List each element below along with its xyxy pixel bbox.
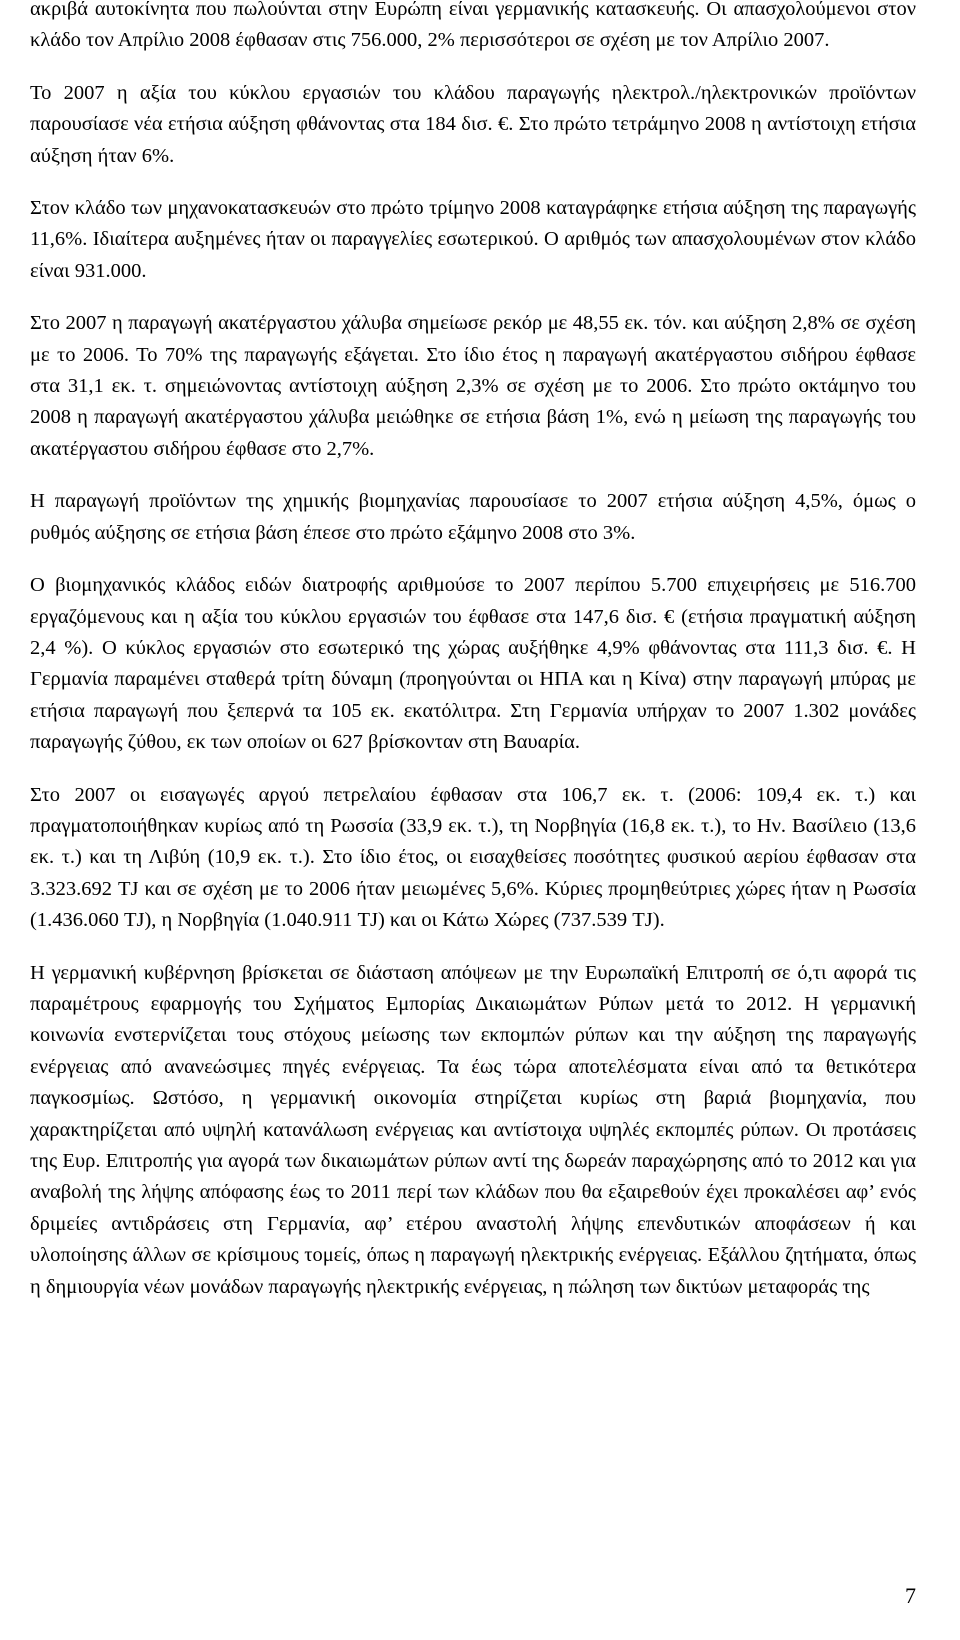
paragraph-chemical-industry: Η παραγωγή προϊόντων της χημικής βιομηχανίας παρουσίασε το 2007 ετήσια αύξηση 4,5%, όμως ο ρυθμός αύξησης σε ετήσια βάση έπεσε στο πρώτο εξάμηνο 2008 στο 3%. (30, 490, 916, 544)
document-page (30, 0, 916, 1324)
paragraph-food-industry: Ο βιομηχανικός κλάδος ειδών διατροφής αριθμούσε το 2007 περίπου 5.700 επιχειρήσεις με 516.700 εργαζόμενους και η αξία του κύκλου εργασιών του έφθασε στα 147,6 δισ. € (ετήσια πραγματική αύξηση 2,4 %). Ο κύκλος εργασιών στο εσωτερικό της χώρας αυξήθηκε 4,9% φθάνοντας στα 111,3 δισ. €. Η Γερμανία παραμένει σταθερά τρίτη δύναμη (προηγούνται οι ΗΠΑ και η Κίνα) στην παραγωγή μπύρας με ετήσια παραγωγή που ξεπερνά τα 105 εκ. εκατόλιτρα. Στη Γερμανία υπήρχαν το 2007 1.302 μονάδες παραγωγής ζύθου, εκ των οποίων οι 627 βρίσκονταν στη Βαυαρία. (30, 574, 916, 754)
paragraph-car-exports: ακριβά αυτοκίνητα που πωλούνται στην Ευρώπη είναι γερμανικής κατασκευής. Οι απασχολούμενοι στον κλάδο τον Απρίλιο 2008 έφθασαν στις 756.000, 2% περισσότεροι σε σχέση με τον Απρίλιο 2007. (30, 0, 916, 52)
paragraph-emissions-trading: Η γερμανική κυβέρνηση βρίσκεται σε διάσταση απόψεων με την Ευρωπαϊκή Επιτροπή σε ό,τι αφορά τις παραμέτρους εφαρμογής του Σχήματος Εμπορίας Δικαιωμάτων Ρύπων μετά το 2012. Η γερμανική κοινωνία ενστερνίζεται τους στόχους μείωσης των εκπομπών ρύπων και την αύξηση της παραγωγής ενέργειας από ανανεώσιμες πηγές ενέργειας. Τα έως τώρα αποτελέσματα είναι από τα θετικότερα παγκοσμίως. Ωστόσο, η γερμανική οικονομία στηρίζεται κυρίως στη βαριά βιομηχανία, που χαρακτηρίζεται από υψηλή κατανάλωση ενέργειας και αντίστοιχα υψηλές εκπομπές ρύπων. Οι προτάσεις της Ευρ. Επιτροπής για αγορά των δικαιωμάτων ρύπων αντί της δωρεάν παραχώρησης από το 2012 και για αναβολή της λήψης απόφασης έως το 2011 περί των κλάδων που θα εξαιρεθούν έχει προκαλέσει αφ’ ενός δριμείες αντιδράσεις στη Γερμανία, αφ’ ετέρου αναστολή λήψης επενδυτικών αποφάσεων ή και υλοποίησης άλλων σε κρίσιμους τομείς, όπως η παραγωγή ηλεκτρικής ενέργειας. Εξάλλου ζητήματα, όπως η δημιουργία νέων μονάδων παραγωγής ηλεκτρικής ενέργειας, η πώληση των δικτύων μεταφοράς της (30, 961, 916, 1298)
page-number: 7 (905, 1583, 916, 1608)
paragraph-electronics: Το 2007 η αξία του κύκλου εργασιών του κλάδου παραγωγής ηλεκτρολ./ηλεκτρονικών προϊόντων παρουσίασε νέα ετήσια αύξηση φθάνοντας στα 184 δισ. €. Στο πρώτο τετράμηνο 2008 η αντίστοιχη ετήσια αύξηση ήταν 6%. (30, 81, 916, 167)
paragraph-mechanical-engineering: Στον κλάδο των μηχανοκατασκευών στο πρώτο τρίμηνο 2008 καταγράφηκε ετήσια αύξηση της παραγωγής 11,6%. Ιδιαίτερα αυξημένες ήταν οι παραγγελίες εσωτερικού. Ο αριθμός των απασχολουμένων στον κλάδο είναι 931.000. (30, 197, 916, 282)
paragraph-steel-production: Στο 2007 η παραγωγή ακατέργαστου χάλυβα σημείωσε ρεκόρ με 48,55 εκ. τόν. και αύξηση 2,8% σε σχέση με το 2006. Το 70% της παραγωγής εξάγεται. Στο ίδιο έτος η παραγωγή ακατέργαστου σιδήρου έφθασε στα 31,1 εκ. τ. σημειώνοντας αντίστοιχη αύξηση 2,3% σε σχέση με το 2006. Στο πρώτο οκτάμηνο του 2008 η παραγωγή ακατέργαστου χάλυβα μειώθηκε σε ετήσια βάση 1%, ενώ η μείωση της παραγωγής του ακατέργαστου σιδήρου έφθασε στο 2,7%. (30, 312, 916, 460)
paragraph-energy-imports: Στο 2007 οι εισαγωγές αργού πετρελαίου έφθασαν στα 106,7 εκ. τ. (2006: 109,4 εκ. τ.) και πραγματοποιήθηκαν κυρίως από τη Ρωσσία (33,9 εκ. τ.), τη Νορβηγία (16,8 εκ. τ.), το Ην. Βασίλειο (13,6 εκ. τ.) και τη Λιβύη (10,9 εκ. τ.). Στο ίδιο έτος, οι εισαχθείσες ποσότητες φυσικού αερίου έφθασαν στα 3.323.692 TJ και σε σχέση με το 2006 ήταν μειωμένες 5,6%. Κύριες προμηθεύτριες χώρες ήταν η Ρωσσία (1.436.060 TJ), η Νορβηγία (1.040.911 TJ) και οι Κάτω Χώρες (737.539 TJ). (30, 783, 916, 932)
